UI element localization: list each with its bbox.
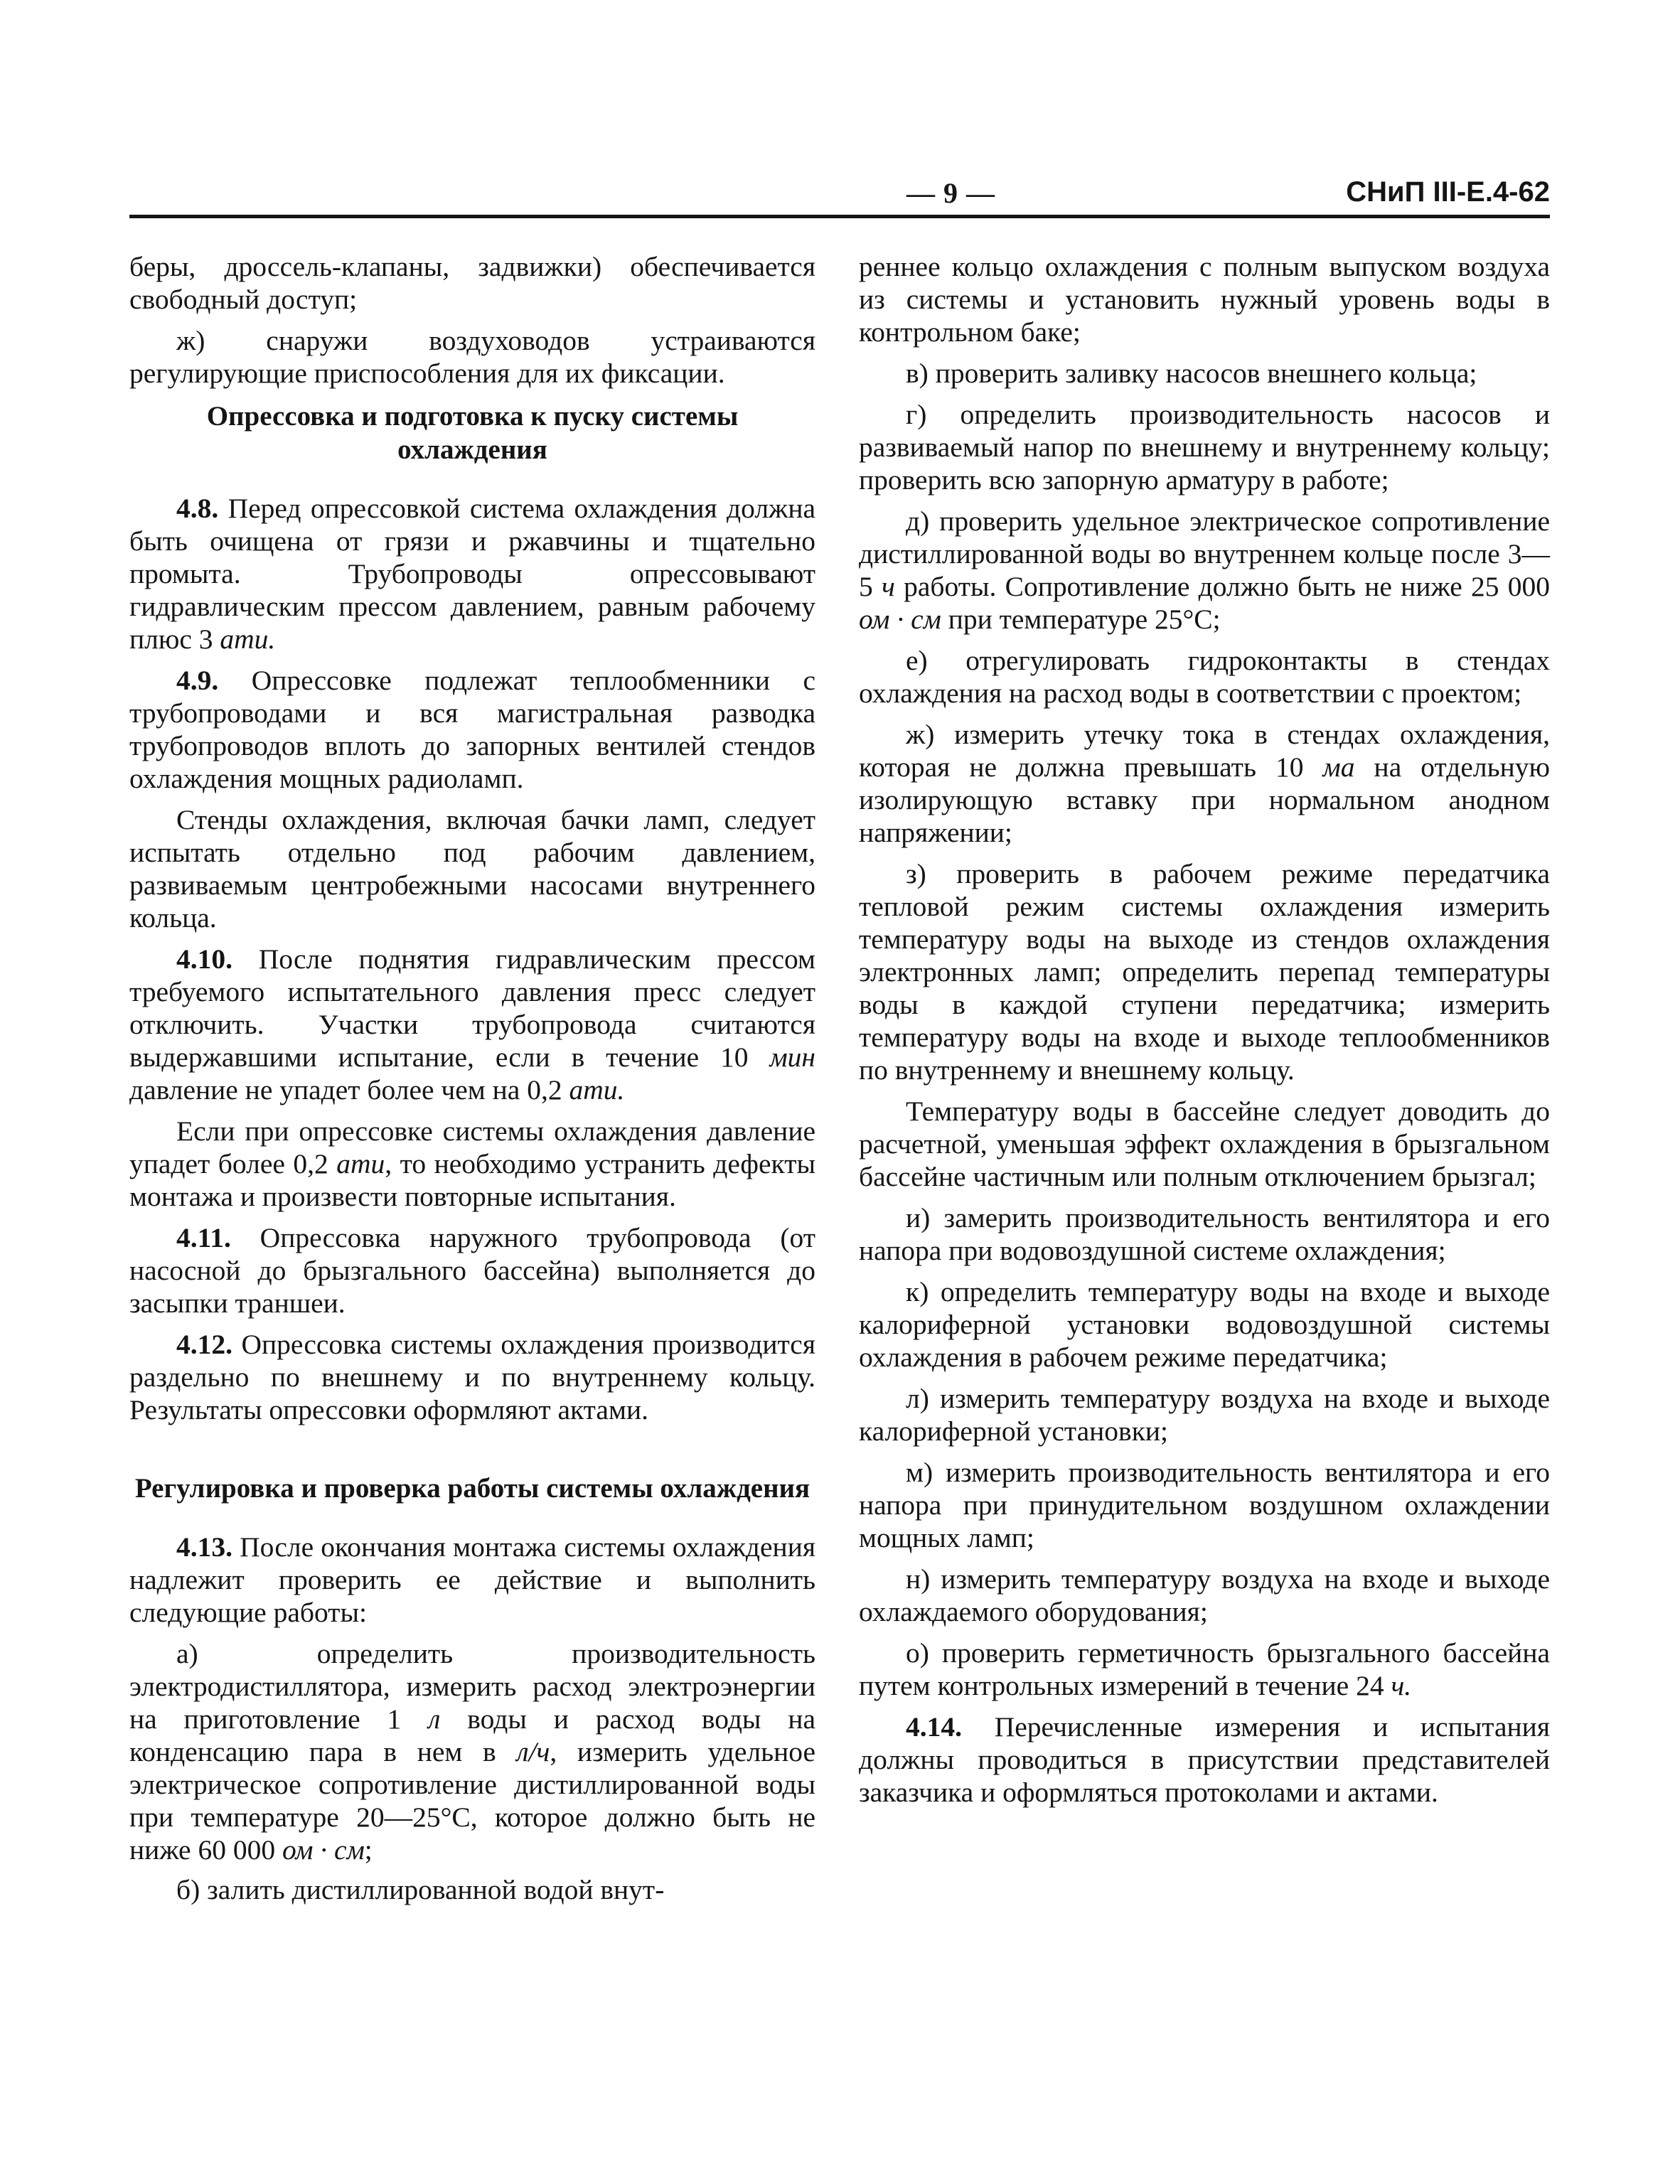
unit: ма xyxy=(1322,751,1355,783)
unit: ом · см xyxy=(282,1834,365,1866)
paragraph-4-9-stands: Стенды охлаждения, включая бачки ламп, следует испытать отдельно под рабочим давлением, развиваемым центробежными насосами внутреннего кольца. xyxy=(129,804,815,933)
paragraph-continuation: беры, дроссель-клапаны, задвижки) обеспечивается свободный доступ; xyxy=(129,251,815,315)
unit: мин xyxy=(769,1042,815,1073)
left-column xyxy=(129,250,815,1915)
paragraph-4-10-defects: Если при опрессовке системы охлаждения давление упадет более 0,2 ати, то необходимо устранить дефекты монтажа и произвести повторные испытания. xyxy=(129,1115,815,1212)
unit: л xyxy=(428,1703,441,1735)
page-header xyxy=(129,176,1550,216)
unit: ом · см xyxy=(859,604,941,635)
section-heading-regulation: Регулировка и проверка работы системы охлаждения xyxy=(134,1473,810,1504)
unit: л/ч xyxy=(516,1736,550,1767)
paragraph-item-zh: ж) снаружи воздуховодов устраиваются регулирующие приспособления для их фиксации. xyxy=(129,325,815,389)
clause-number: 4.9. xyxy=(176,665,219,696)
paragraph-item-i: и) замерить производительность вентилятора и его напора при водовоздушной системе охлаждения; xyxy=(859,1202,1550,1266)
paragraph-item-zh: ж) измерить утечку тока в стендах охлаждения, которая не должна превышать 10 ма на отдельную изолирующую вставку при нормальном анодном напряжении; xyxy=(859,719,1550,848)
unit: ч. xyxy=(1391,1670,1412,1701)
clause-number: 4.8. xyxy=(176,493,219,524)
clause-number: 4.14. xyxy=(906,1711,962,1743)
unit: ати xyxy=(336,1148,385,1179)
paragraph-item-v: в) проверить заливку насосов внешнего кольца; xyxy=(906,358,1477,389)
header-rule xyxy=(129,215,1550,218)
paragraph-item-a: а) определить производительность электродистиллятора, измерить расход электроэнергии на приготовление 1 л воды и расход воды на конденсацию пара в нем в л/ч, измерить удельное электрическое сопротивление дистиллированной воды при температуре 20—25°С, которое должно быть не ниже 60 000 ом · см; xyxy=(129,1638,815,1866)
paragraph-4-8: 4.8. Перед опрессовкой система охлаждения должна быть очищена от грязи и ржавчины и тщательно промыта. Трубопроводы опрессовывают гидравлическим прессом давлением, равным рабочему плюс 3 ати. xyxy=(129,493,815,655)
paragraph-item-m: м) измерить производительность вентилятора и его напора при принудительном воздушном охлаждении мощных ламп; xyxy=(859,1457,1550,1553)
paragraph-item-l: л) измерить температуру воздуха на входе и выходе калориферной установки; xyxy=(859,1383,1550,1447)
clause-number: 4.11. xyxy=(176,1222,231,1253)
paragraph-4-12: 4.12. Опрессовка системы охлаждения производится раздельно по внешнему и по внутреннему кольцу. Результаты опрессовки оформляют актами. xyxy=(129,1329,815,1425)
paragraph-item-d: д) проверить удельное электрическое сопротивление дистиллированной воды во внутреннем кольце после 3—5 ч работы. Сопротивление должно быть не ниже 25 000 ом · см при температуре 25°С; xyxy=(859,505,1551,635)
clause-number: 4.10. xyxy=(176,943,232,975)
document-code: СНиП III-Е.4-62 xyxy=(1346,176,1550,208)
right-column xyxy=(859,250,1550,1817)
paragraph-item-g: г) определить производительность насосов и развиваемый напор по внешнему и внутреннему кольцу; проверить всю запорную арматуру в работе; xyxy=(859,399,1550,496)
paragraph-item-z: з) проверить в рабочем режиме передатчика тепловой режим системы охлаждения измерить температуру воды на выходе из стендов охлаждения электронных ламп; определить перепад температуры воды в каждой ступени передатчика; измерить температуру воды на входе и выходе теплообменников по внутреннему и внешнему кольцу. xyxy=(859,858,1550,1086)
paragraph-4-11: 4.11. Опрессовка наружного трубопровода (от насосной до брызгального бассейна) выполняется до засыпки траншеи. xyxy=(129,1222,815,1319)
paragraph-item-b: б) залить дистиллированной водой внут- xyxy=(176,1874,665,1905)
unit: ати. xyxy=(220,623,276,655)
paragraph-4-14: 4.14. Перечисленные измерения и испытания должны проводиться в присутствии представителей заказчика и оформляться протоколами и актами. xyxy=(859,1711,1550,1808)
paragraph-4-10: 4.10. После поднятия гидравлическим прессом требуемого испытательного давления пресс следует отключить. Участки трубопровода считаются выдержавшими испытание, если в течение 10 мин давление не упадет более чем на 0,2 ати. xyxy=(129,943,815,1106)
paragraph-item-e: е) отрегулировать гидроконтакты в стендах охлаждения на расход воды в соответствии с проектом; xyxy=(859,645,1550,709)
clause-number: 4.13. xyxy=(176,1531,232,1563)
paragraph-4-13: 4.13. После окончания монтажа системы охлаждения надлежит проверить ее действие и выполнить следующие работы: xyxy=(129,1531,815,1628)
page-number: — 9 — xyxy=(906,177,995,209)
unit: ч xyxy=(882,571,895,602)
clause-number: 4.12. xyxy=(176,1329,232,1360)
paragraph-item-o: о) проверить герметичность брызгального бассейна путем контрольных измерений в течение 24 ч. xyxy=(859,1637,1550,1701)
unit: ати. xyxy=(569,1074,625,1106)
paragraph-pool-temperature: Температуру воды в бассейне следует доводить до расчетной, уменьшая эффект охлаждения в брызгальном бассейне частичным или полным отключением брызгал; xyxy=(859,1096,1550,1192)
section-heading-pressure-testing: Опрессовка и подготовка к пуску системы охлаждения xyxy=(206,401,739,465)
paragraph-continuation: реннее кольцо охлаждения с полным выпуском воздуха из системы и установить нужный уровень воды в контрольном баке; xyxy=(859,251,1550,348)
paragraph-item-k: к) определить температуру воды на входе и выходе калориферной установки водовоздушной системы охлаждения в рабочем режиме передатчика; xyxy=(859,1276,1550,1373)
paragraph-4-9: 4.9. Опрессовке подлежат теплообменники с трубопроводами и вся магистральная разводка трубопроводов вплоть до запорных вентилей стендов охлаждения мощных радиоламп. xyxy=(129,665,815,794)
paragraph-item-n: н) измерить температуру воздуха на входе и выходе охлаждаемого оборудования; xyxy=(859,1563,1550,1627)
